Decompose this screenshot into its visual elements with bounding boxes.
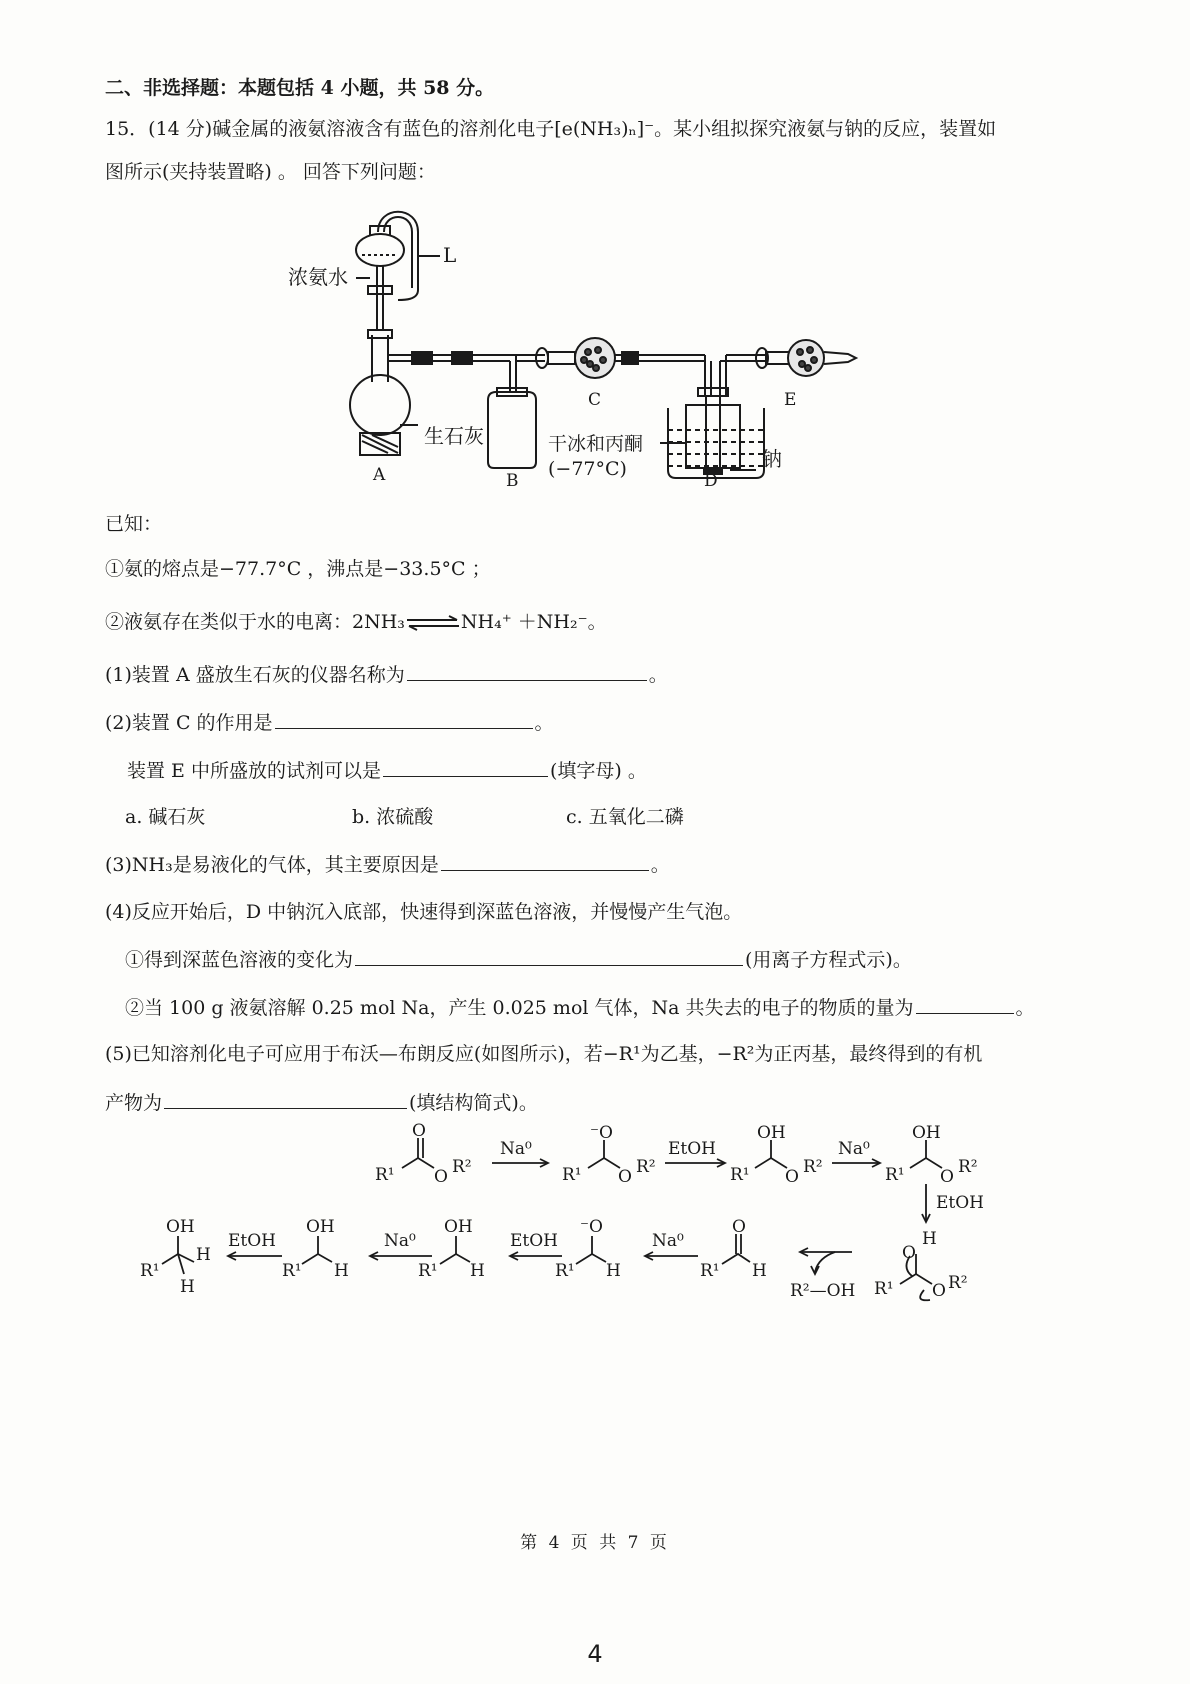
reagent-na-2: Na⁰	[838, 1139, 870, 1159]
option-a: a. 碱石灰	[125, 806, 206, 828]
label-L: L	[443, 243, 457, 267]
sub-question-4-2: ②当 100 g 液氨溶解 0.25 mol Na，产生 0.025 mol 气体，Na 共失去的电子的物质的量为 。	[125, 993, 1035, 1022]
svg-text:R²: R²	[948, 1273, 968, 1293]
label-temperature: (−77°C)	[548, 458, 627, 480]
svg-text:OH: OH	[444, 1217, 473, 1237]
svg-text:H: H	[334, 1261, 349, 1281]
section-title: 二、非选择题：本题包括 4 小题，共 58 分。	[105, 77, 495, 99]
svg-text:OH: OH	[306, 1217, 335, 1237]
option-b: b. 浓硫酸	[352, 806, 434, 828]
label-B: B	[506, 471, 519, 491]
svg-text:R¹: R¹	[555, 1261, 575, 1281]
reagent-etoh-2: EtOH	[936, 1193, 985, 1213]
svg-text:R²: R²	[452, 1157, 472, 1177]
svg-text:H: H	[180, 1277, 195, 1297]
svg-text:O: O	[412, 1121, 426, 1141]
known-title: 已知：	[105, 513, 163, 535]
svg-text:R¹: R¹	[375, 1165, 395, 1185]
q15-intro-line1: 15．(14 分)碱金属的液氨溶液含有蓝色的溶剂化电子[e(NH₃)ₙ]⁻。某小组拟探究液氨与钠的反应，装置如	[105, 118, 997, 140]
sub-question-5-line2: 产物为 (填结构简式)。	[105, 1088, 538, 1117]
byproduct-r2-oh: R²—OH	[790, 1281, 856, 1301]
option-c: c. 五氧化二磷	[566, 806, 684, 828]
known-fact-2-prefix: ②液氨存在类似于水的电离：2NH₃	[105, 611, 405, 633]
sub-question-1: (1)装置 A 盛放生石灰的仪器名称为 。	[105, 660, 668, 689]
known-fact-1: ①氨的熔点是−77.7°C ，沸点是−33.5°C ；	[105, 558, 491, 580]
label-quicklime: 生石灰	[424, 424, 484, 448]
svg-text:R¹: R¹	[562, 1165, 582, 1185]
label-dry-ice-acetone: 干冰和丙酮	[548, 433, 644, 455]
sub-question-5-line1: (5)已知溶剂化电子可应用于布沃—布朗反应(如图所示)，若−R¹为乙基，−R²为正丙基，最终得到的有机	[105, 1043, 983, 1065]
svg-text:O: O	[785, 1167, 799, 1187]
sub-question-4: (4)反应开始后，D 中钠沉入底部，快速得到深蓝色溶液，并慢慢产生气泡。	[105, 901, 743, 923]
reagent-etoh-3: EtOH	[510, 1231, 559, 1251]
svg-text:⁻O: ⁻O	[590, 1123, 613, 1143]
svg-text:R²: R²	[958, 1157, 978, 1177]
svg-text:O: O	[932, 1281, 946, 1301]
svg-text:O: O	[902, 1243, 916, 1263]
reagent-na-1: Na⁰	[500, 1139, 532, 1159]
label-A: A	[373, 465, 386, 485]
svg-text:OH: OH	[166, 1217, 195, 1237]
svg-text:R¹: R¹	[730, 1165, 750, 1185]
reagent-etoh-1: EtOH	[668, 1139, 717, 1159]
known-fact-2-suffix: NH₄⁺ ＋NH₂⁻。	[460, 611, 607, 633]
svg-text:O: O	[434, 1167, 448, 1187]
reagent-na-4: Na⁰	[384, 1231, 416, 1251]
page-number: 4	[587, 1640, 603, 1668]
svg-text:R¹: R¹	[885, 1165, 905, 1185]
svg-text:⁻O: ⁻O	[580, 1217, 603, 1237]
svg-text:O: O	[618, 1167, 632, 1187]
svg-text:R²: R²	[636, 1157, 656, 1177]
svg-text:R¹: R¹	[282, 1261, 302, 1281]
sub-question-4-1: ①得到深蓝色溶液的变化为 (用离子方程式示)。	[125, 945, 912, 974]
svg-text:R¹: R¹	[418, 1261, 438, 1281]
svg-text:R²: R²	[803, 1157, 823, 1177]
svg-text:O: O	[732, 1217, 746, 1237]
label-ammonia-water: 浓氨水	[288, 265, 348, 289]
label-D: D	[704, 471, 718, 491]
svg-text:H: H	[196, 1245, 211, 1265]
svg-text:H: H	[606, 1261, 621, 1281]
svg-text:OH: OH	[912, 1123, 941, 1143]
reagent-na-3: Na⁰	[652, 1231, 684, 1251]
svg-text:R¹: R¹	[140, 1261, 160, 1281]
sub-question-2: (2)装置 C 的作用是 。	[105, 708, 554, 737]
svg-text:H: H	[470, 1261, 485, 1281]
label-E: E	[784, 390, 797, 410]
reagent-etoh-4: EtOH	[228, 1231, 277, 1251]
label-C: C	[588, 390, 602, 410]
svg-text:O: O	[940, 1167, 954, 1187]
q15-intro-line2: 图所示(夹持装置略) 。 回答下列问题：	[105, 161, 436, 183]
sub-question-3: (3)NH₃是易液化的气体，其主要原因是 。	[105, 850, 670, 879]
svg-text:R¹: R¹	[874, 1279, 894, 1299]
page-footer: 第 4 页 共 7 页	[520, 1533, 670, 1553]
svg-text:H: H	[752, 1261, 767, 1281]
svg-text:OH: OH	[757, 1123, 786, 1143]
svg-text:H: H	[922, 1229, 937, 1249]
sub-question-2b: 装置 E 中所盛放的试剂可以是 (填字母) 。	[127, 756, 647, 785]
svg-text:R¹: R¹	[700, 1261, 720, 1281]
label-sodium: 钠	[762, 447, 782, 471]
